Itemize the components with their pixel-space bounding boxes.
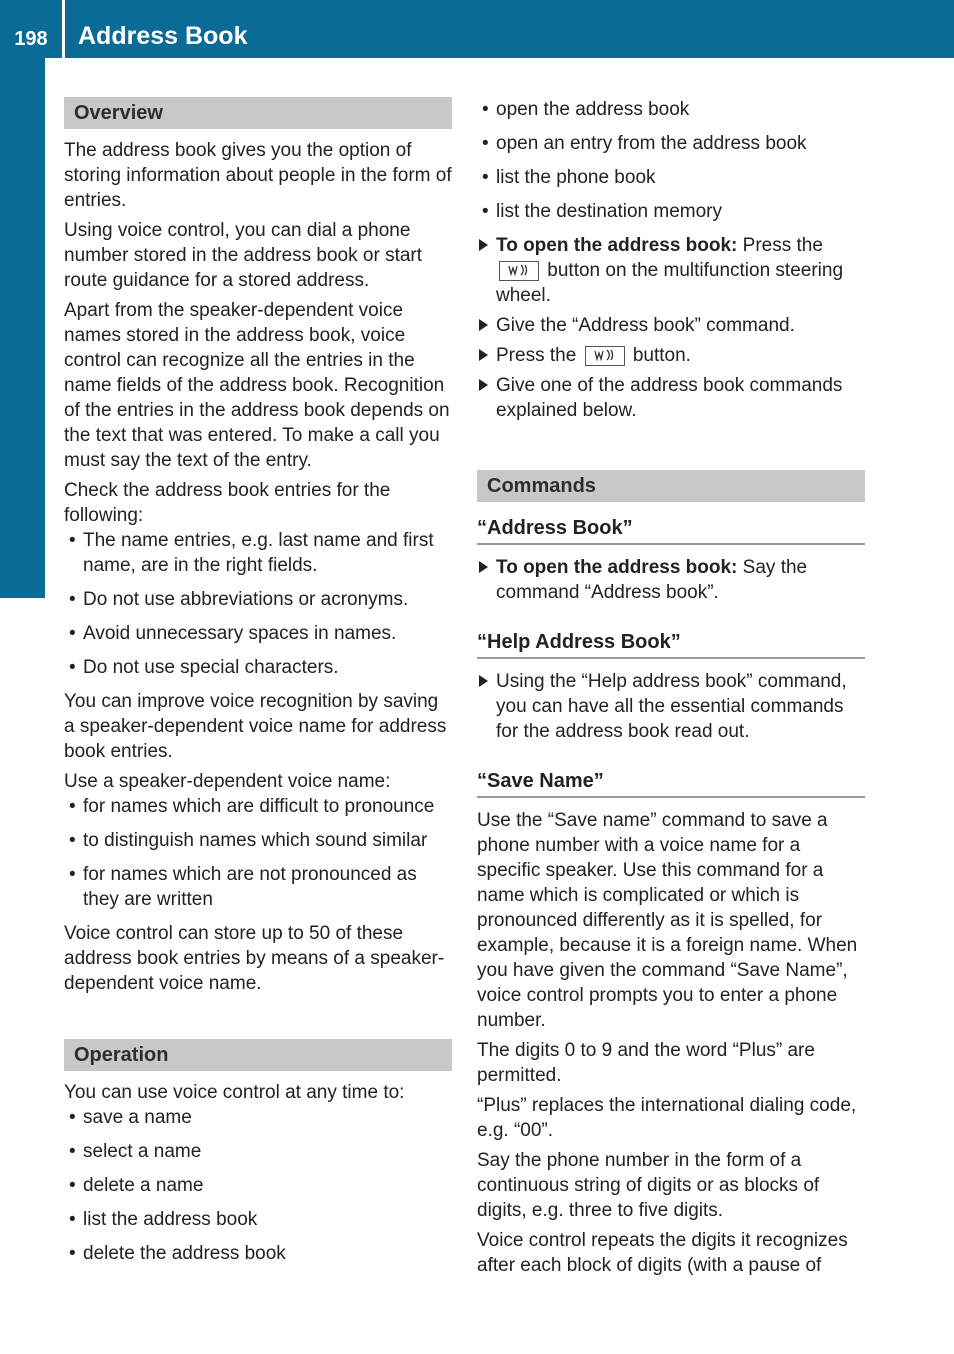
help-address-book-command-heading: “Help Address Book” <box>477 630 865 659</box>
instruction-step <box>477 343 865 368</box>
list-item: • for names which are not pronounced as they are written <box>64 862 452 912</box>
list-item: • select a name <box>64 1139 452 1164</box>
operation-heading: Operation <box>64 1039 452 1071</box>
overview-paragraph-1: The address book gives you the option of storing information about people in the form of entries. <box>64 140 452 211</box>
operation-intro: You can use voice control at any time to: <box>64 1082 405 1103</box>
save-name-paragraph-3: “Plus” replaces the international dialing code, e.g. “00”. <box>477 1095 857 1141</box>
list-item: • save a name <box>64 1105 452 1130</box>
right-column <box>477 97 865 1283</box>
overview-paragraph-3: Apart from the speaker-dependent voice names stored in the address book, voice control can recognize all the entries in the name fields of the address book. Recognition of the entries in the address book depends on the text that was entered. To make a call you must say the text of the entry. <box>64 300 450 471</box>
overview-paragraph-6: Use a speaker-dependent voice name: <box>64 771 391 792</box>
voice-button-icon <box>585 346 625 366</box>
list-item: • Do not use special characters. <box>64 655 452 680</box>
side-tab-label: Voice Control <box>3 316 41 530</box>
page-number: 198 <box>14 28 48 50</box>
commands-heading: Commands <box>477 470 865 502</box>
overview-paragraph-5: You can improve voice recognition by saving a speaker-dependent voice name for address book entries. <box>64 691 447 762</box>
header-title: Address Book <box>78 22 248 50</box>
instruction-step <box>477 555 865 605</box>
list-item: • open the address book <box>477 97 865 122</box>
instruction-step <box>477 233 865 308</box>
list-item: • open an entry from the address book <box>477 131 865 156</box>
save-name-command-heading: “Save Name” <box>477 769 865 798</box>
overview-paragraph-4: Check the address book entries for the following: <box>64 480 391 526</box>
left-column <box>64 97 452 1275</box>
overview-heading: Overview <box>64 97 452 129</box>
list-item: • Do not use abbreviations or acronyms. <box>64 587 452 612</box>
overview-paragraph-7: Voice control can store up to 50 of these address book entries by means of a speaker-dependent voice name. <box>64 923 445 994</box>
save-name-paragraph-1: Use the “Save name” command to save a phone number with a voice name for a specific speaker. Use this command for a name which is complicated or which is pronounced differently as it is spelled, for example, because it is a foreign name. When you have given the command “Save Name”, voice control prompts you to enter a phone number. <box>477 810 858 1031</box>
step-bold: To open the address book: <box>496 235 738 256</box>
list-item: • Avoid unnecessary spaces in names. <box>64 621 452 646</box>
list-item: • list the address book <box>64 1207 452 1232</box>
instruction-step: Using the “Help address book” command, you can have all the essential commands for the address book read out. <box>477 669 865 744</box>
save-name-paragraph-2: The digits 0 to 9 and the word “Plus” are permitted. <box>477 1040 815 1086</box>
save-name-paragraph-5: Voice control repeats the digits it recognizes after each block of digits (with a pause of <box>477 1230 848 1276</box>
instruction-step: Give one of the address book commands explained below. <box>477 373 865 423</box>
instruction-step: Give the “Address book” command. <box>477 313 865 338</box>
save-name-paragraph-4: Say the phone number in the form of a continuous string of digits or as blocks of digits, e.g. three to five digits. <box>477 1150 820 1221</box>
list-item: • The name entries, e.g. last name and first name, are in the right fields. <box>64 528 452 578</box>
step-bold: To open the address book: <box>496 557 738 578</box>
list-item: • list the phone book <box>477 165 865 190</box>
voice-button-icon <box>499 261 539 281</box>
list-item: • delete a name <box>64 1173 452 1198</box>
list-item: • list the destination memory <box>477 199 865 224</box>
list-item: • for names which are difficult to pronounce <box>64 794 452 819</box>
address-book-command-heading: “Address Book” <box>477 516 865 545</box>
list-item: • to distinguish names which sound similar <box>64 828 452 853</box>
step-text: Press the <box>742 235 823 256</box>
list-item: • delete the address book <box>64 1241 452 1266</box>
step-text: button on the multifunction steering wheel. <box>496 260 844 306</box>
page-header <box>0 0 954 58</box>
step-text: button. <box>632 345 691 366</box>
step-text: Say the command “Address book”. <box>496 557 808 603</box>
header-divider <box>62 0 65 58</box>
step-text: Press the <box>496 345 577 366</box>
side-tab-label-wrap <box>0 308 44 538</box>
overview-paragraph-2: Using voice control, you can dial a phone number stored in the address book or start route guidance for a stored address. <box>64 220 423 291</box>
